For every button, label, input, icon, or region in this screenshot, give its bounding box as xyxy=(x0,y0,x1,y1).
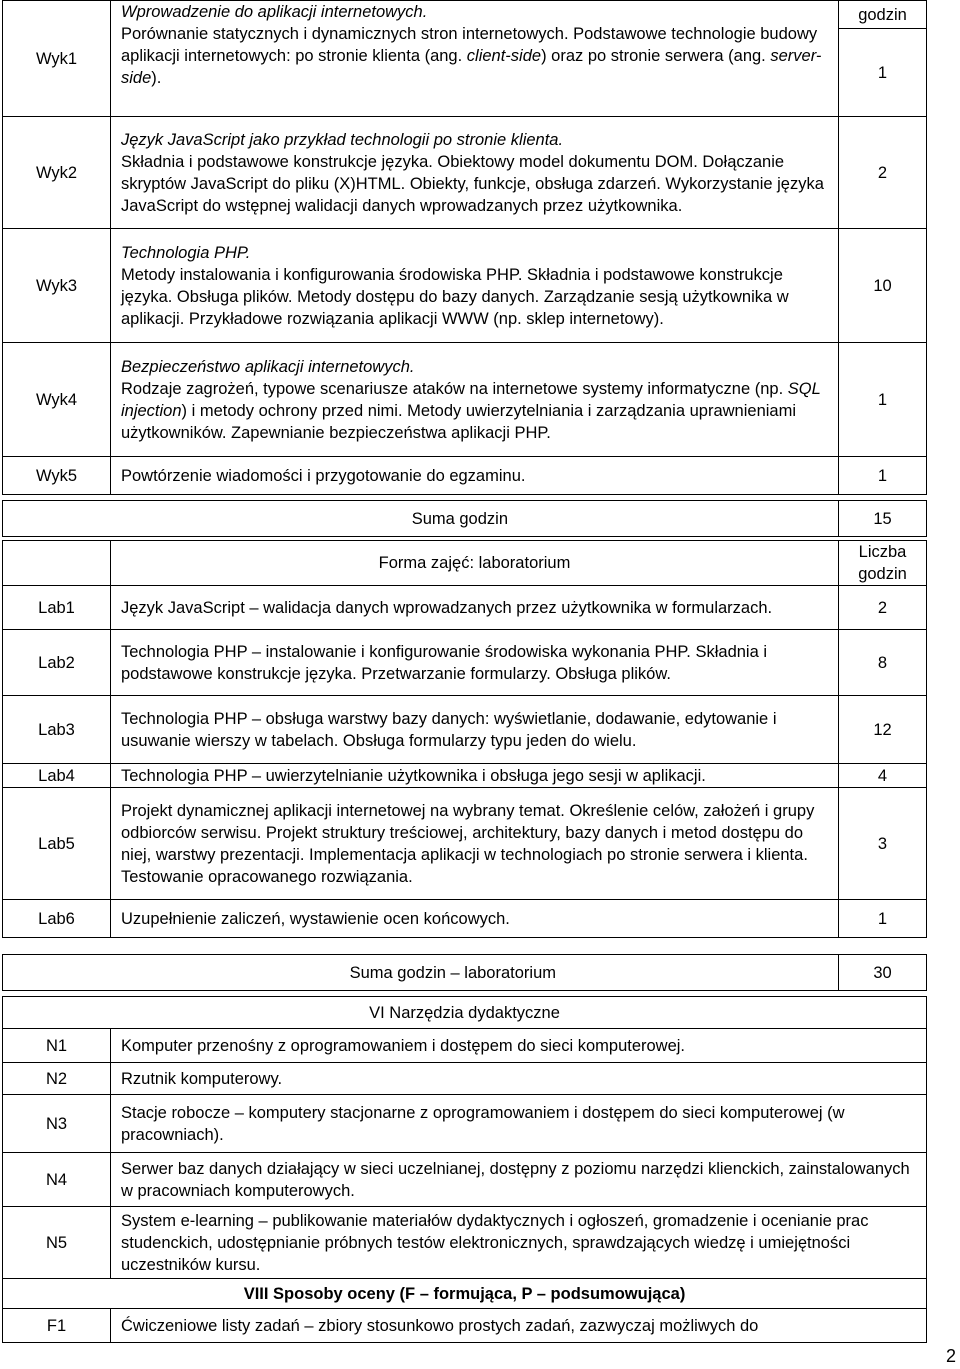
tool-description: Komputer przenośny z oprogramowaniem i dostępem do sieci komputerowej. xyxy=(111,1029,927,1063)
lecture-hours: 10 xyxy=(839,229,927,343)
lecture-content xyxy=(111,229,839,343)
tools-table xyxy=(2,996,927,1279)
tool-code: N3 xyxy=(3,1095,111,1153)
lecture-code: Wyk1 xyxy=(3,1,111,117)
lab-code: Lab2 xyxy=(3,630,111,696)
lecture-hours: 1 xyxy=(839,457,927,495)
lecture-code: Wyk3 xyxy=(3,229,111,343)
lecture-description: Rodzaje zagrożeń, typowe scenariusze ataków na internetowe systemy informatyczne (np. SQL injection) i metody ochrony przed nimi. Metody uwierzytelniania i zarządzania uprawnieniami użytkowników. Zapewnianie bezpieczeństwa aplikacji PHP. xyxy=(121,379,821,442)
tool-code: N4 xyxy=(3,1153,111,1207)
lab-hours: 8 xyxy=(839,630,927,696)
lecture-code: Wyk5 xyxy=(3,457,111,495)
lectures-total-table xyxy=(2,500,927,537)
assessment-code: F1 xyxy=(3,1309,111,1343)
lecture-content xyxy=(111,343,839,457)
hours-header: godzin xyxy=(839,1,927,29)
tool-code: N5 xyxy=(3,1207,111,1279)
tool-code: N1 xyxy=(3,1029,111,1063)
assessment-description: Ćwiczeniowe listy zadań – zbiory stosunkowo prostych zadań, zazwyczaj możliwych do xyxy=(111,1309,927,1343)
labs-header-blank xyxy=(3,541,111,586)
lecture-description: Porównanie statycznych i dynamicznych stron internetowych. Podstawowe technologie budowy aplikacji internetowych: po stronie klienta (ang. client-side) oraz po stronie serwera (ang. server-side). xyxy=(121,25,822,87)
lecture-title: Bezpieczeństwo aplikacji internetowych. xyxy=(121,357,415,376)
labs-total-value: 30 xyxy=(839,955,927,991)
lecture-content: Powtórzenie wiadomości i przygotowanie do egzaminu. xyxy=(111,457,839,495)
lectures-total-label: Suma godzin xyxy=(3,501,839,537)
labs-form-label: Forma zajęć: laboratorium xyxy=(111,541,839,586)
lab-content: Uzupełnienie zaliczeń, wystawienie ocen końcowych. xyxy=(111,900,839,938)
lecture-content xyxy=(111,1,839,117)
lecture-code: Wyk2 xyxy=(3,117,111,229)
lab-hours: 2 xyxy=(839,586,927,630)
lab-code: Lab5 xyxy=(3,788,111,900)
lectures-total-value: 15 xyxy=(839,501,927,537)
lab-content: Technologia PHP – obsługa warstwy bazy danych: wyświetlanie, dodawanie, edytowanie i usuwanie wierszy w tabelach. Obsługa formularzy typu jeden do wielu. xyxy=(111,696,839,764)
tool-description: Rzutnik komputerowy. xyxy=(111,1063,927,1095)
lecture-description: Składnia i podstawowe konstrukcje języka. Obiektowy model dokumentu DOM. Dołączanie skryptów JavaScript do pliku (X)HTML. Obiekty, funkcje, obsługa zdarzeń. Wykorzystanie języka JavaScript do wstępnej walidacji danych wprowadzanych przez użytkownika. xyxy=(121,152,824,215)
lab-code: Lab4 xyxy=(3,764,111,788)
labs-total-label: Suma godzin – laboratorium xyxy=(3,955,839,991)
lab-hours: 12 xyxy=(839,696,927,764)
lectures-table xyxy=(2,0,927,495)
tool-code: N2 xyxy=(3,1063,111,1095)
labs-table xyxy=(2,540,927,938)
lecture-hours: 1 xyxy=(839,29,927,117)
lab-hours: 3 xyxy=(839,788,927,900)
labs-total-table xyxy=(2,954,927,991)
lab-content: Technologia PHP – instalowanie i konfigurowanie środowiska wykonania PHP. Składnia i podstawowe konstrukcje języka. Przetwarzanie formularzy. Obsługa plików. xyxy=(111,630,839,696)
lecture-title: Technologia PHP. xyxy=(121,243,251,262)
lab-content: Język JavaScript – walidacja danych wprowadzanych przez użytkownika w formularzach. xyxy=(111,586,839,630)
tool-description: Serwer baz danych działający w sieci uczelnianej, dostępny z poziomu narzędzi klienckich, zainstalowanych w pracowniach komputerowych. xyxy=(111,1153,927,1207)
lab-code: Lab6 xyxy=(3,900,111,938)
labs-hours-header: Liczba godzin xyxy=(839,541,927,586)
assessment-table xyxy=(2,1278,927,1343)
assessment-title: VIII Sposoby oceny (F – formująca, P – podsumowująca) xyxy=(3,1279,927,1309)
tool-description: Stacje robocze – komputery stacjonarne z oprogramowaniem i dostępem do sieci komputerowej (w pracowniach). xyxy=(111,1095,927,1153)
lab-code: Lab3 xyxy=(3,696,111,764)
lab-hours: 4 xyxy=(839,764,927,788)
lecture-description: Metody instalowania i konfigurowania środowiska PHP. Składnia i podstawowe konstrukcje języka. Obsługa plików. Metody dostępu do bazy danych. Zarządzanie sesją użytkownika w aplikacji. Przykładowe rozwiązania aplikacji WWW (np. sklep internetowy). xyxy=(121,265,789,328)
lab-code: Lab1 xyxy=(3,586,111,630)
page-number: 2 xyxy=(945,1346,956,1366)
tool-description: System e-learning – publikowanie materiałów dydaktycznych i ogłoszeń, gromadzenie i ocenianie prac studenckich, udostępnianie próbnych testów elektronicznych, sprawdzających wiedzę i umiejętności uczestników kursu. xyxy=(111,1207,927,1279)
lecture-hours: 1 xyxy=(839,343,927,457)
lecture-title: Język JavaScript jako przykład technologii po stronie klienta. xyxy=(121,130,564,149)
lecture-code: Wyk4 xyxy=(3,343,111,457)
tools-title: VI Narzędzia dydaktyczne xyxy=(3,997,927,1029)
lecture-content xyxy=(111,117,839,229)
lab-hours: 1 xyxy=(839,900,927,938)
lab-content: Projekt dynamicznej aplikacji internetowej na wybrany temat. Określenie celów, założeń i grupy odbiorców serwisu. Projekt struktury treściowej, architektury, bazy danych i metod dostępu do niej, warstwy prezentacji. Implementacja aplikacji w technologiach po stronie serwera i klienta. Testowanie opracowanego rozwiązania. xyxy=(111,788,839,900)
lecture-title: Wprowadzenie do aplikacji internetowych. xyxy=(121,3,428,21)
lecture-hours: 2 xyxy=(839,117,927,229)
lab-content: Technologia PHP – uwierzytelnianie użytkownika i obsługa jego sesji w aplikacji. xyxy=(111,764,839,788)
